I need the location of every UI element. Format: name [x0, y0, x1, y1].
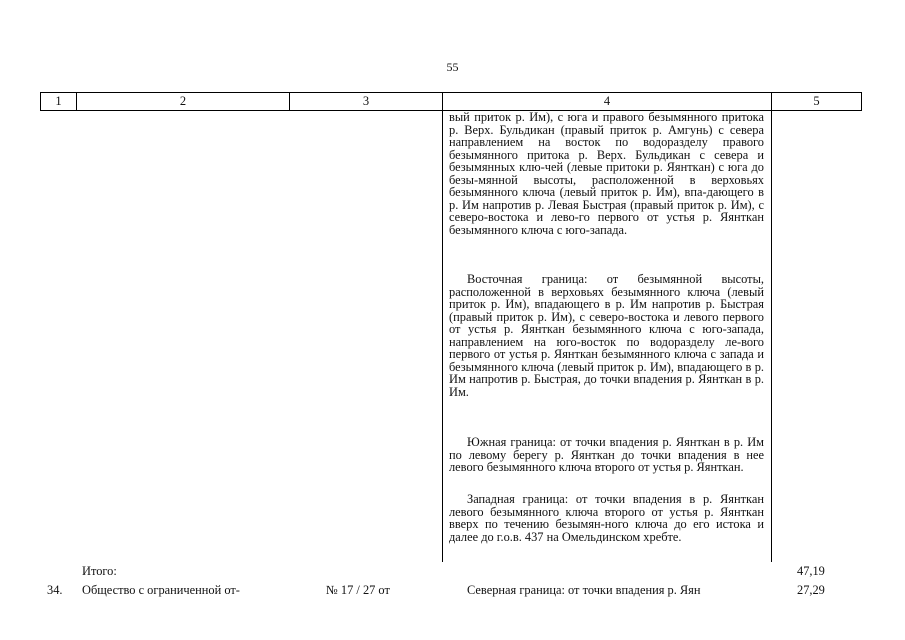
east-border-paragraph: Восточная граница: от безымянной высоты, расположенной в верховьях безымянного ключа (левый приток р. Им), впадающего в р. Им напротив р. Быстрая (правый приток р. Им), с северо-востока и левого первого от устья р. Яянткан безымянного ключа с юго-запада, направлением на юго-восток по водоразделу ле-вого первого от устья р. Яянткан безымянного ключа с запада и безымянного ключа (левый приток р. Им), впадающего в р. Им напротив р. Быстрая, до точки впадения р. Яянткан в р. Им. [449, 272, 764, 399]
header-col-3: 3 [290, 93, 443, 111]
row-34-document: № 17 / 27 от [326, 583, 390, 597]
row-34-description: Северная граница: от точки впадения р. Яян [467, 583, 701, 597]
north-border-continuation: вый приток р. Им), с юга и правого безымянного притока р. Верх. Бульдикан (правый приток р. Амгунь) с севера направлением на восток по водоразделу правого безымянного притока р. Верх. Бульдикан с севера и безымянных клю-чей (левые притоки р. Яянткан) с юга до безы-мянной высоты, расположенной в верховьях безымянного ключа (левый приток р. Им), впа-дающего в р. Им напротив р. Левая Быстрая (правый приток р. Им), с северо-востока и лево-го первого от устья р. Яянткан безымянного ключа с юго-запада. [449, 110, 764, 237]
header-col-2: 2 [77, 93, 290, 111]
table-header [40, 92, 862, 111]
total-label: Итого: [82, 564, 117, 578]
west-border-paragraph: Западная граница: от точки впадения в р. Яянткан левого безымянного ключа второго от устья р. Яянткан вверх по течению безымян-ного ключа до его истока и далее до г.о.в. 437 на Омельдинском хребте. [449, 492, 764, 544]
row-34-organization: Общество с ограниченной от- [82, 583, 240, 597]
total-value: 47,19 [797, 564, 825, 578]
column-divider-right [771, 110, 772, 562]
table-header-row [41, 93, 862, 111]
header-col-1: 1 [41, 93, 77, 111]
header-col-4: 4 [443, 93, 772, 111]
row-34-number: 34. [47, 583, 63, 597]
row-34-value: 27,29 [797, 583, 825, 597]
south-border-paragraph: Южная граница: от точки впадения р. Яянткан в р. Им по левому берегу р. Яянткан до точки впадения в нее левого безымянного ключа второго от устья р. Яянткан. [449, 435, 764, 474]
page-number: 55 [446, 60, 459, 74]
header-col-5: 5 [772, 93, 862, 111]
column-divider-left [442, 110, 443, 562]
